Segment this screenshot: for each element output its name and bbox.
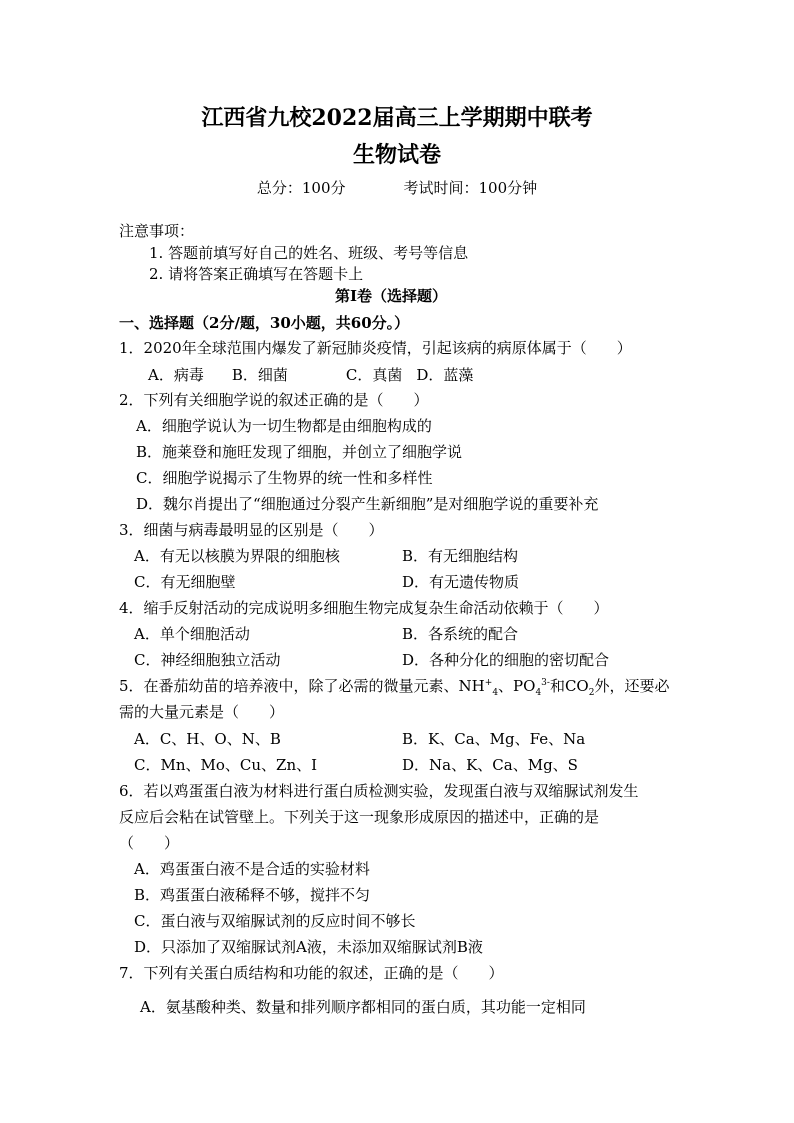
- option: A．鸡蛋蛋白液不是合适的实验材料: [134, 860, 370, 878]
- superscript: +: [484, 678, 493, 688]
- subscript: 2: [588, 688, 595, 698]
- question-stem: [119, 676, 669, 696]
- option: C．有无细胞壁: [134, 573, 236, 591]
- subscript: 4: [492, 688, 499, 698]
- option: C．蛋白液与双缩脲试剂的反应时间不够长: [134, 912, 416, 930]
- option: C．真菌: [345, 366, 403, 384]
- superscript: 3-: [541, 678, 550, 688]
- option: B．施莱登和施旺发现了细胞，并创立了细胞学说: [136, 443, 463, 461]
- option-row: [134, 729, 774, 749]
- option-row: [134, 624, 774, 644]
- option: C．Mn、Mo、Cu、Zn、I: [134, 756, 318, 774]
- option: D．蓝藻: [416, 366, 474, 384]
- notice-item: 2. 请将答案正确填写在答题卡上: [149, 265, 364, 283]
- total-score: 总分：100分: [256, 179, 346, 197]
- section-title: 一、选择题（2分/题，30小题，共60分。）: [119, 314, 410, 332]
- option: C．神经细胞独立活动: [134, 651, 281, 669]
- stem-text: 外，还要必: [594, 677, 670, 695]
- option-row: [148, 365, 473, 385]
- exam-title: 江西省九校2022届高三上学期期中联考: [201, 105, 593, 131]
- question-stem: 7．下列有关蛋白质结构和功能的叙述，正确的是（ ）: [119, 964, 504, 982]
- option: A．氨基酸种类、数量和排列顺序都相同的蛋白质，其功能一定相同: [140, 998, 586, 1016]
- stem-text: 5．在番茄幼苗的培养液中，除了必需的微量元素、NH: [119, 677, 485, 695]
- question-stem: 2．下列有关细胞学说的叙述正确的是（ ）: [119, 391, 429, 409]
- option-row: [134, 650, 774, 670]
- option: D．只添加了双缩脲试剂A液，未添加双缩脲试剂B液: [134, 938, 483, 956]
- option: B．各系统的配合: [402, 625, 519, 643]
- option-row: [134, 572, 774, 592]
- option-row: [134, 546, 774, 566]
- question-stem-cont: 反应后会粘在试管壁上。下列关于这一现象形成原因的描述中，正确的是: [119, 808, 600, 826]
- question-stem: 6．若以鸡蛋蛋白液为材料进行蛋白质检测实验，发现蛋白液与双缩脲试剂发生: [119, 782, 639, 800]
- question-stem: 3．细菌与病毒最明显的区别是（ ）: [119, 521, 384, 539]
- stem-text: 和CO: [549, 677, 589, 695]
- notice-item: 1. 答题前填写好自己的姓名、班级、考号等信息: [149, 244, 469, 262]
- exam-info: [0, 178, 794, 198]
- stem-text: 、PO: [498, 677, 536, 695]
- question-stem-cont: 需的大量元素是（ ）: [119, 703, 285, 721]
- option: D．有无遗传物质: [402, 573, 520, 591]
- option: C．细胞学说揭示了生物界的统一性和多样性: [136, 469, 433, 487]
- option: A．单个细胞活动: [134, 625, 250, 643]
- option-row: [134, 755, 774, 775]
- option: D．魏尔肖提出了“细胞通过分裂产生新细胞”是对细胞学说的重要补充: [136, 495, 599, 513]
- question-stem-cont: （ ）: [119, 834, 180, 852]
- option: A．C、H、O、N、B: [134, 730, 281, 748]
- option: D．各种分化的细胞的密切配合: [402, 651, 610, 669]
- option: B．K、Ca、Mg、Fe、Na: [402, 730, 586, 748]
- option: B．细菌: [231, 366, 288, 384]
- option: B．鸡蛋蛋白液稀释不够，搅拌不匀: [134, 886, 371, 904]
- option: A．细胞学说认为一切生物都是由细胞构成的: [136, 417, 432, 435]
- subscript: 4: [535, 688, 542, 698]
- question-stem: 4．缩手反射活动的完成说明多细胞生物完成复杂生命活动依赖于（ ）: [119, 599, 609, 617]
- volume-title: 第I卷（选择题）: [334, 287, 448, 305]
- question-stem: 1．2020年全球范围内爆发了新冠肺炎疫情，引起该病的病原体属于（ ）: [119, 339, 632, 357]
- option: A．病毒: [148, 366, 204, 384]
- exam-subtitle: 生物试卷: [352, 142, 441, 168]
- option: A．有无以核膜为界限的细胞核: [134, 547, 340, 565]
- notice-heading: 注意事项：: [119, 222, 195, 240]
- option: D．Na、K、Ca、Mg、S: [402, 756, 578, 774]
- exam-time: 考试时间：100分钟: [403, 179, 538, 197]
- option: B．有无细胞结构: [402, 547, 519, 565]
